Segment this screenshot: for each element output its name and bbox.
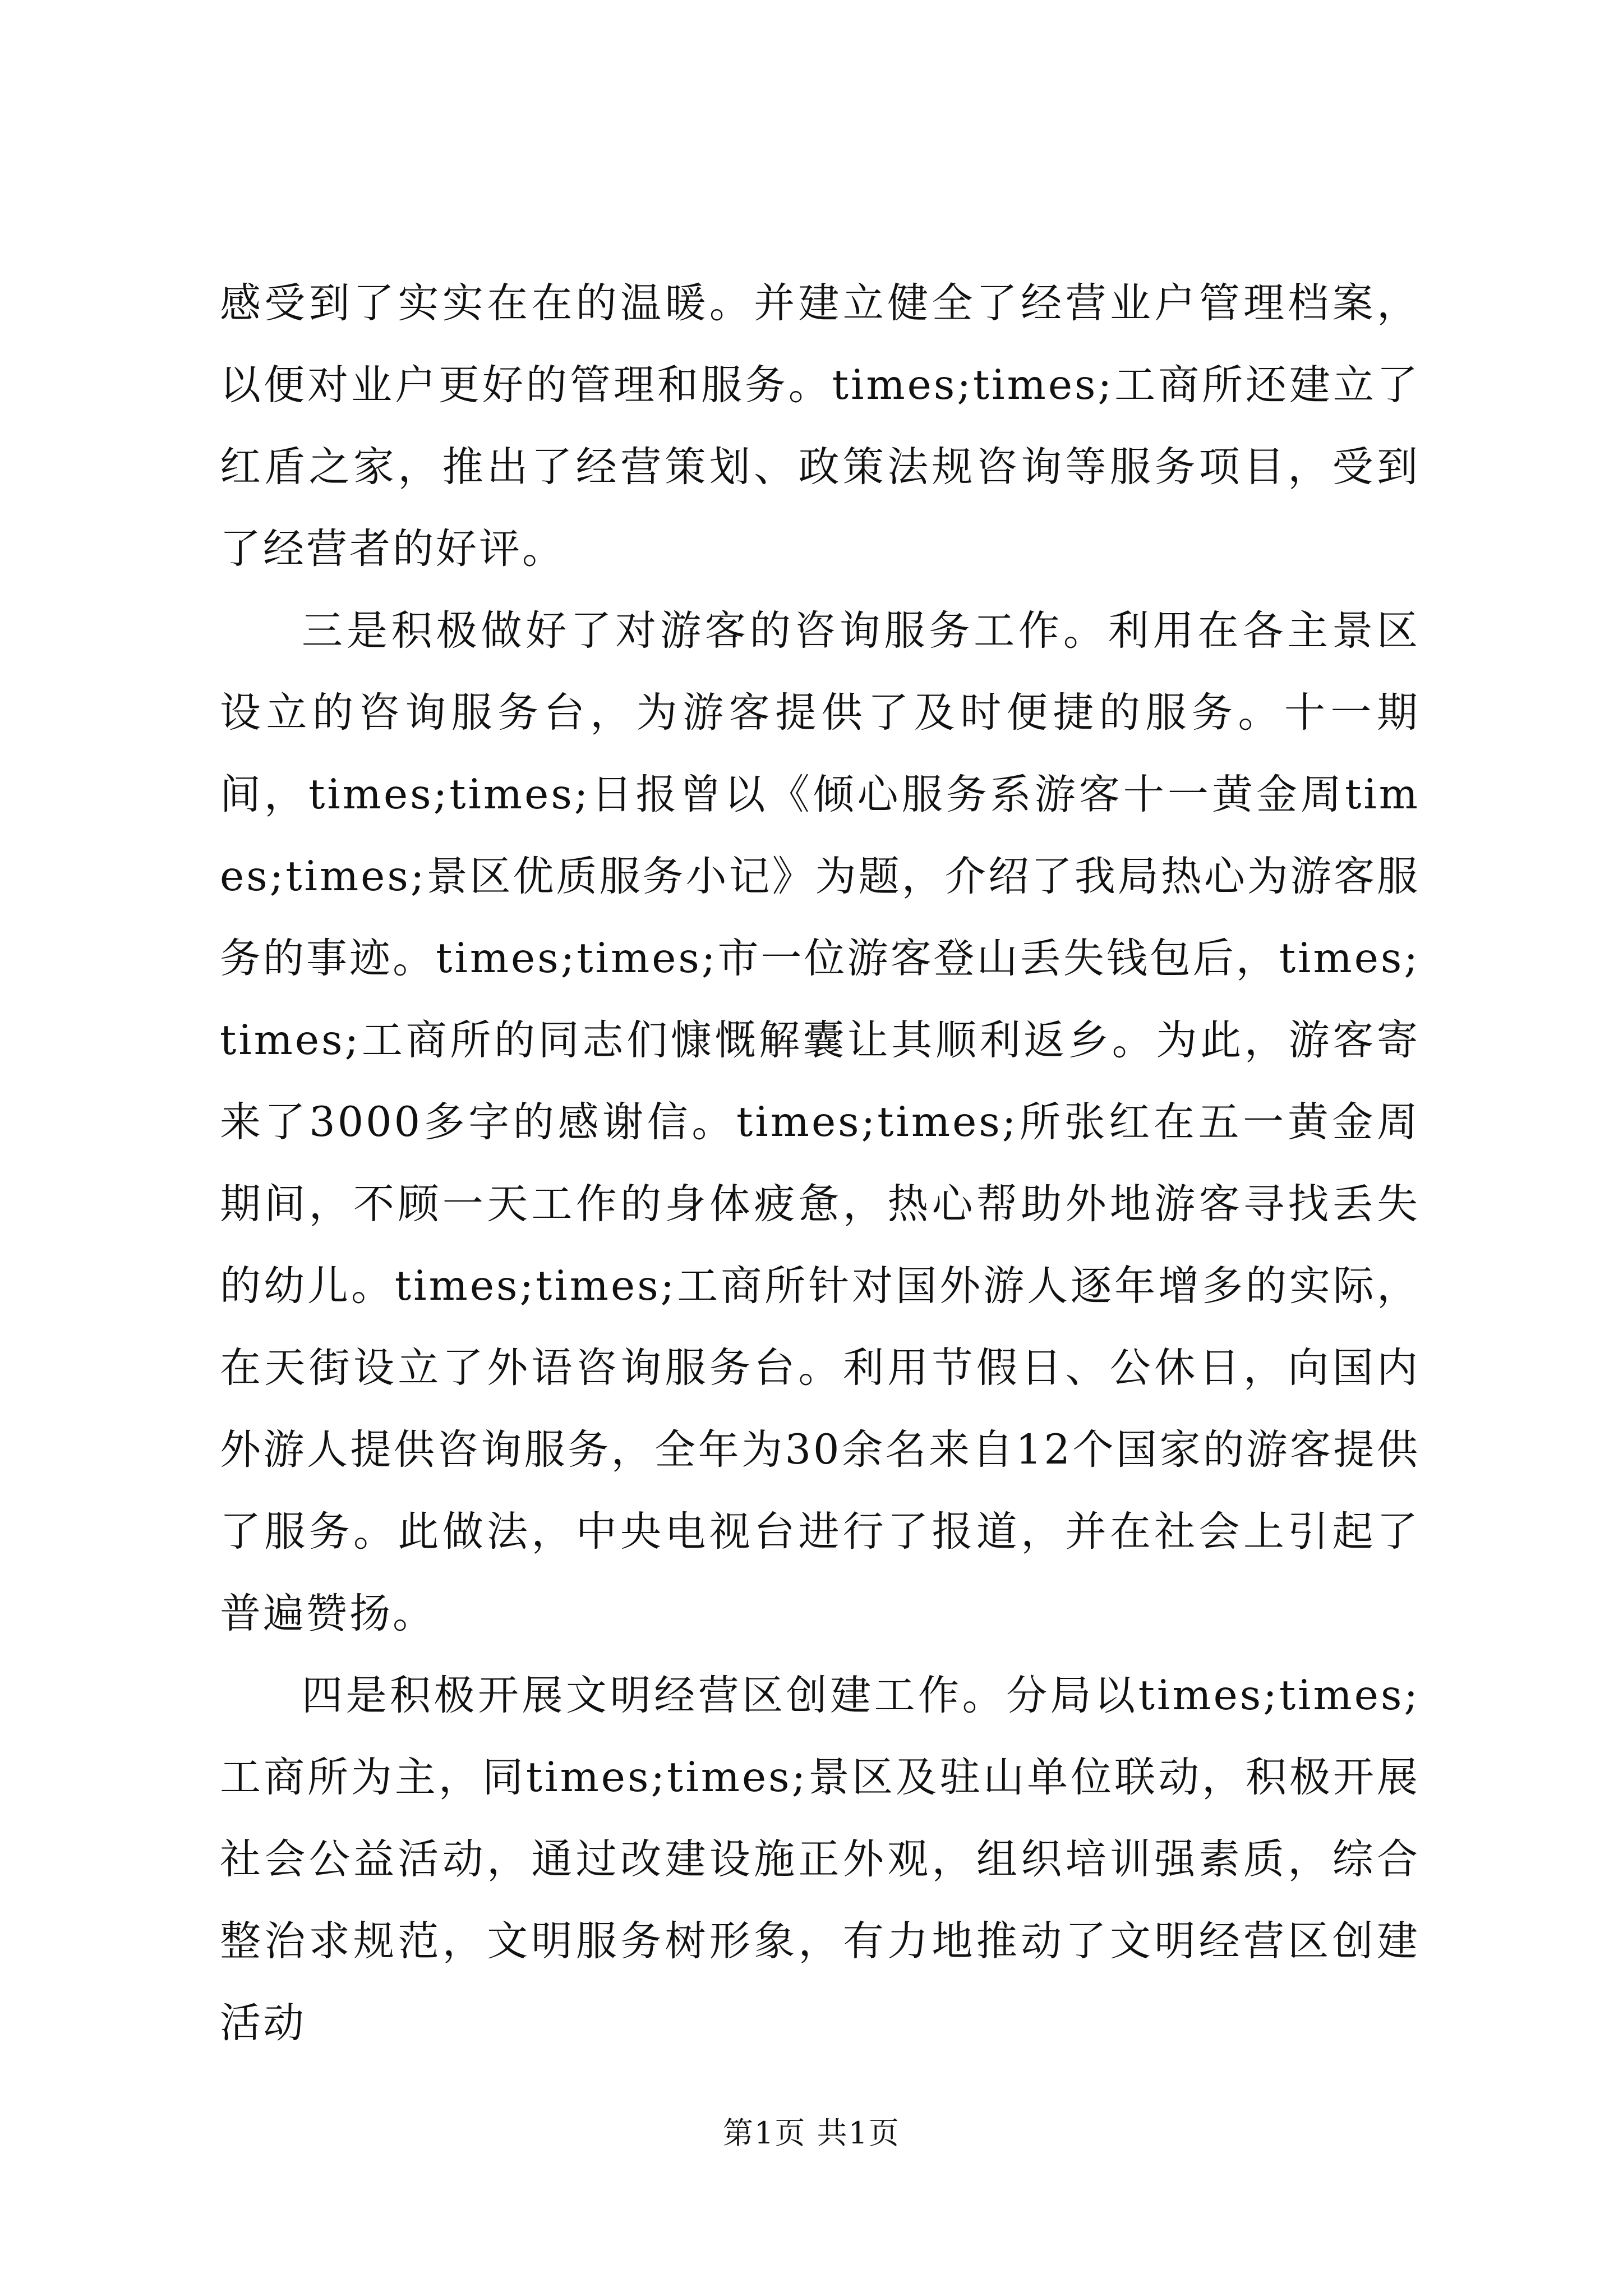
paragraph-civilized-business-zone: 四是积极开展文明经营区创建工作。分局以times;times;工商所为主，同times;times;景区及驻山单位联动，积极开展社会公益活动，通过改建设施正外观，组织培训强素质，综合整治求规范，文明服务树形象，有力地推动了文明经营区创建活动 — [220, 1672, 1420, 2047]
paragraph-tourist-consulting: 三是积极做好了对游客的咨询服务工作。利用在各主景区设立的咨询服务台，为游客提供了及时便捷的服务。十一期间，times;times;日报曾以《倾心服务系游客十一黄金周times;times;景区优质服务小记》为题，介绍了我局热心为游客服务的事迹。times;times;市一位游客登山丢失钱包后，times;times;工商所的同志们慷慨解囊让其顺利返乡。为此，游客寄来了3000多字的感谢信。times;times;所张红在五一黄金周期间，不顾一天工作的身体疲惫，热心帮助外地游客寻找丢失的幼儿。times;times;工商所针对国外游人逐年增多的实际，在天街设立了外语咨询服务台。利用节假日、公休日，向国内外游人提供咨询服务，全年为30余名来自12个国家的游客提供了服务。此做法，中央电视台进行了报道，并在社会上引起了普遍赞扬。 — [220, 607, 1420, 1637]
document-body — [220, 263, 1420, 2064]
paragraph-continuation: 感受到了实实在在的温暖。并建立健全了经营业户管理档案，以便对业户更好的管理和服务。times;times;工商所还建立了红盾之家，推出了经营策划、政策法规咨询等服务项目，受到了经营者的好评。 — [220, 279, 1420, 573]
page-footer: 第1页 共1页 — [723, 2115, 900, 2151]
